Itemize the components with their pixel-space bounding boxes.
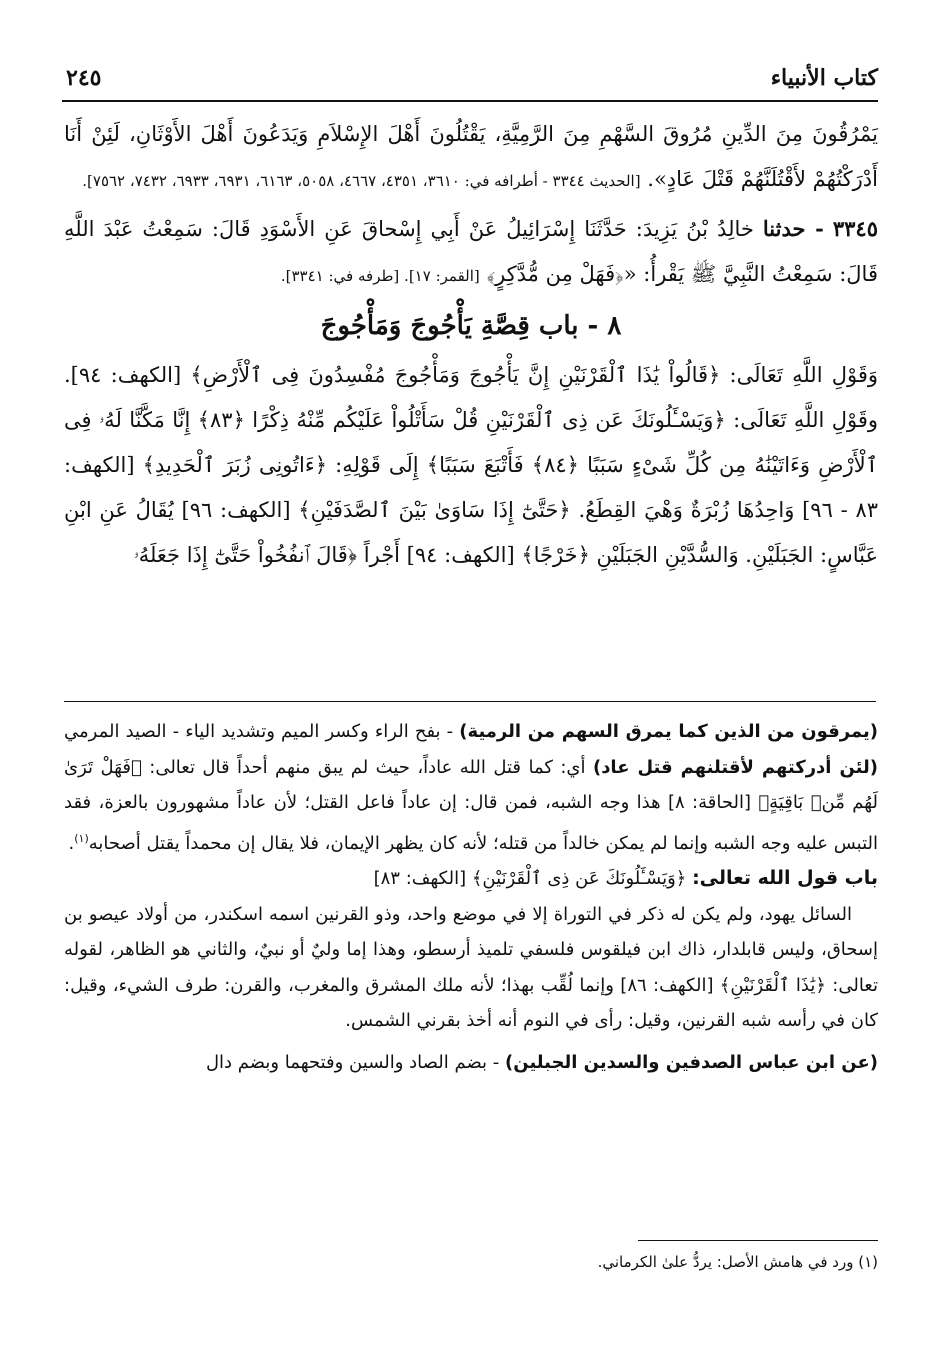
- hadith-3344-tail: [64, 112, 878, 204]
- page-number: ٢٤٥: [66, 65, 102, 91]
- commentary-lemma-1: (يمرقون من الذين كما يمرق السهم من الرمية): [459, 721, 878, 742]
- commentary: [64, 714, 878, 1080]
- hadith-3345-number: ٣٣٤٥: [832, 216, 878, 241]
- page-header: [66, 58, 878, 98]
- chapter-title: ٨ - باب قِصَّةِ يَأْجُوجَ وَمَأْجُوجَ: [320, 311, 622, 341]
- commentary-paragraph-3: السائل يهود، ولم يكن له ذكر في التوراة إلا في موضع واحد، وذو القرنين اسمه اسكندر، من أولاد عيصو بن إسحاق، وليس قابلدار، ذاك ابن فيلقوس فلسفي تلميذ أرسطو، وهذا إما وليٌ أو نبيٌ، والثاني هو الظاهر، لقوله تعالى: ﴿يَٰذَا ٱلْقَرْنَيْنِ﴾ [الكهف: ٨٦] وإنما لُقِّب بهذا؛ لأنه ملك المشرق والمغرب، والقرن: طرف الشيء، وقيل: كان في رأسه شبه القرنين، وقيل: رأى في النوم أنه أخذ بقرني الشمس.: [64, 903, 878, 1031]
- header-rule: [62, 100, 878, 102]
- hadith-3345-text: خالِدُ بْنُ يَزِيدَ: حَدَّثَنَا إِسْرَائِيلُ عَنْ أَبِي إِسْحاقَ عَنِ الأَسْوَدِ قَالَ: سَمِعْتُ عَبْدَ اللَّهِ قَالَ: سَمِعْتُ النَّبِيَّ ﷺ يَقْرأُ: «﴿فَهَلْ مِن مُّدَّكِرٍ﴾: [64, 217, 878, 286]
- hadith-3344-ref: [الحديث ٣٣٤٤ - أطرافه في: ٣٦١٠، ٤٣٥١، ٤٦٦٧، ٥٠٥٨، ٦١٦٣، ٦٩٣١، ٦٩٣٣، ٧٤٣٢، ٧٥٦٢].: [82, 172, 641, 190]
- commentary-separator: [64, 701, 876, 702]
- hadith-3345-ref: [القمر: ١٧]. [طرفه في: ٣٣٤١].: [280, 267, 480, 285]
- commentary-lemma-2: (لئن أدركتهم لأقتلنهم قتل عاد): [592, 756, 878, 778]
- main-text: [64, 112, 878, 578]
- commentary-text-1b: أي: كما قتل الله عاداً، حيث لم يبق منهم أحداً قال تعالى: ﴿فَهَلْ تَرَىٰ لَهُم مِّنۢ بَاقِيَةٍ﴾ [الحاقة: ٨] هذا وجه الشبه، فمن قال: إن عاداً فاعل القتل؛ لأن عاداً مشهورون بالعزة، فقد التبس عليه وجه الشبه وإنما لم يمكن خالداً من قتله؛ لأنه كان يظهر الإيمان، فلا يقال إن محمداً يقتل أصحابه: [64, 756, 878, 854]
- commentary-paragraph-4: [64, 1045, 878, 1081]
- commentary-text-1-end: .: [68, 832, 75, 854]
- footnote-separator: [638, 1240, 878, 1241]
- book-title: كتاب الأنبياء: [770, 65, 878, 91]
- hadith-3344-text: يَمْرُقُونَ مِنَ الدِّينِ مُرُوقَ السَّهْمِ مِنَ الرَّمِيَّةِ، يَقْتُلُونَ أَهْلَ الإِسْلاَمِ وَيَدَعُونَ أَهْلَ الأَوْثَانِ، لَئِنْ أَنَا أَدْرَكْتُهُمْ لأَقْتُلَنَّهُمْ قَتْلَ عَادٍ».: [64, 122, 878, 191]
- footnote-marker: (١): [74, 831, 89, 845]
- commentary-paragraph-1: [64, 714, 878, 861]
- hadith-3345: [64, 206, 878, 299]
- chapter-body: وَقَوْلِ اللَّهِ تَعَالَى: ﴿قَالُواْ يَٰذَا ٱلْقَرْنَيْنِ إِنَّ يَأْجُوجَ وَمَأْجُوجَ مُفْسِدُونَ فِى ٱلْأَرْضِ﴾ [الكهف: ٩٤]. وقَوْلِ اللَّهِ تَعَالَى: ﴿وَيَسْـَٔلُونَكَ عَن ذِى ٱلْقَرْنَيْنِ قُلْ سَأَتْلُواْ عَلَيْكُم مِّنْهُ ذِكْرًا ﴿٨٣﴾ إِنَّا مَكَّنَّا لَهُۥ فِى ٱلْأَرْضِ وَءَاتَيْنَٰهُ مِن كُلِّ شَىْءٍ سَبَبًا ﴿٨٤﴾ فَأَتْبَعَ سَبَبًا﴾ إِلَى قَوْلِهِ: ﴿ءَاتُونِى زُبَرَ ٱلْحَدِيدِ﴾ [الكهف: ٨٣ - ٩٦] وَاحِدُهَا زُبْرَةٌ وَهْيَ القِطَعُ. ﴿حَتَّىٰٓ إِذَا سَاوَىٰ بَيْنَ ٱلصَّدَفَيْنِ﴾ [الكهف: ٩٦] يُقَالُ عَنِ ابْنِ عَبَّاسٍ: الجَبَلَيْنِ. وَالسُّدَّيْنِ الجَبَلَيْنِ ﴿خَرْجًا﴾ [الكهف: ٩٤] أَجْراً ﴿قَالَ ٱنفُخُواْ حَتَّىٰٓ إِذَا جَعَلَهُۥ: [64, 363, 878, 567]
- commentary-chapter-head: باب قول الله تعالى:: [692, 867, 878, 889]
- hadith-3345-lead: - حدثنا: [762, 216, 824, 241]
- commentary-paragraph-2: [64, 861, 878, 897]
- commentary-chapter-verse: ﴿وَيَسْـَٔلُونَكَ عَن ذِى ٱلْقَرْنَيْنِ﴾ [الكهف: ٨٣]: [373, 868, 687, 889]
- commentary-lemma-3: (عن ابن عباس الصدفين والسدين الجبلين): [505, 1051, 878, 1073]
- footnote: (١) ورد في هامش الأصل: يردُّ علىٰ الكرماني.: [597, 1253, 878, 1271]
- commentary-text-1a: - بفح الراء وكسر الميم وتشديد الياء - الصيد المرمي: [64, 721, 454, 742]
- commentary-text-4: - بضم الصاد والسين وفتحهما وبضم دال: [205, 1051, 500, 1073]
